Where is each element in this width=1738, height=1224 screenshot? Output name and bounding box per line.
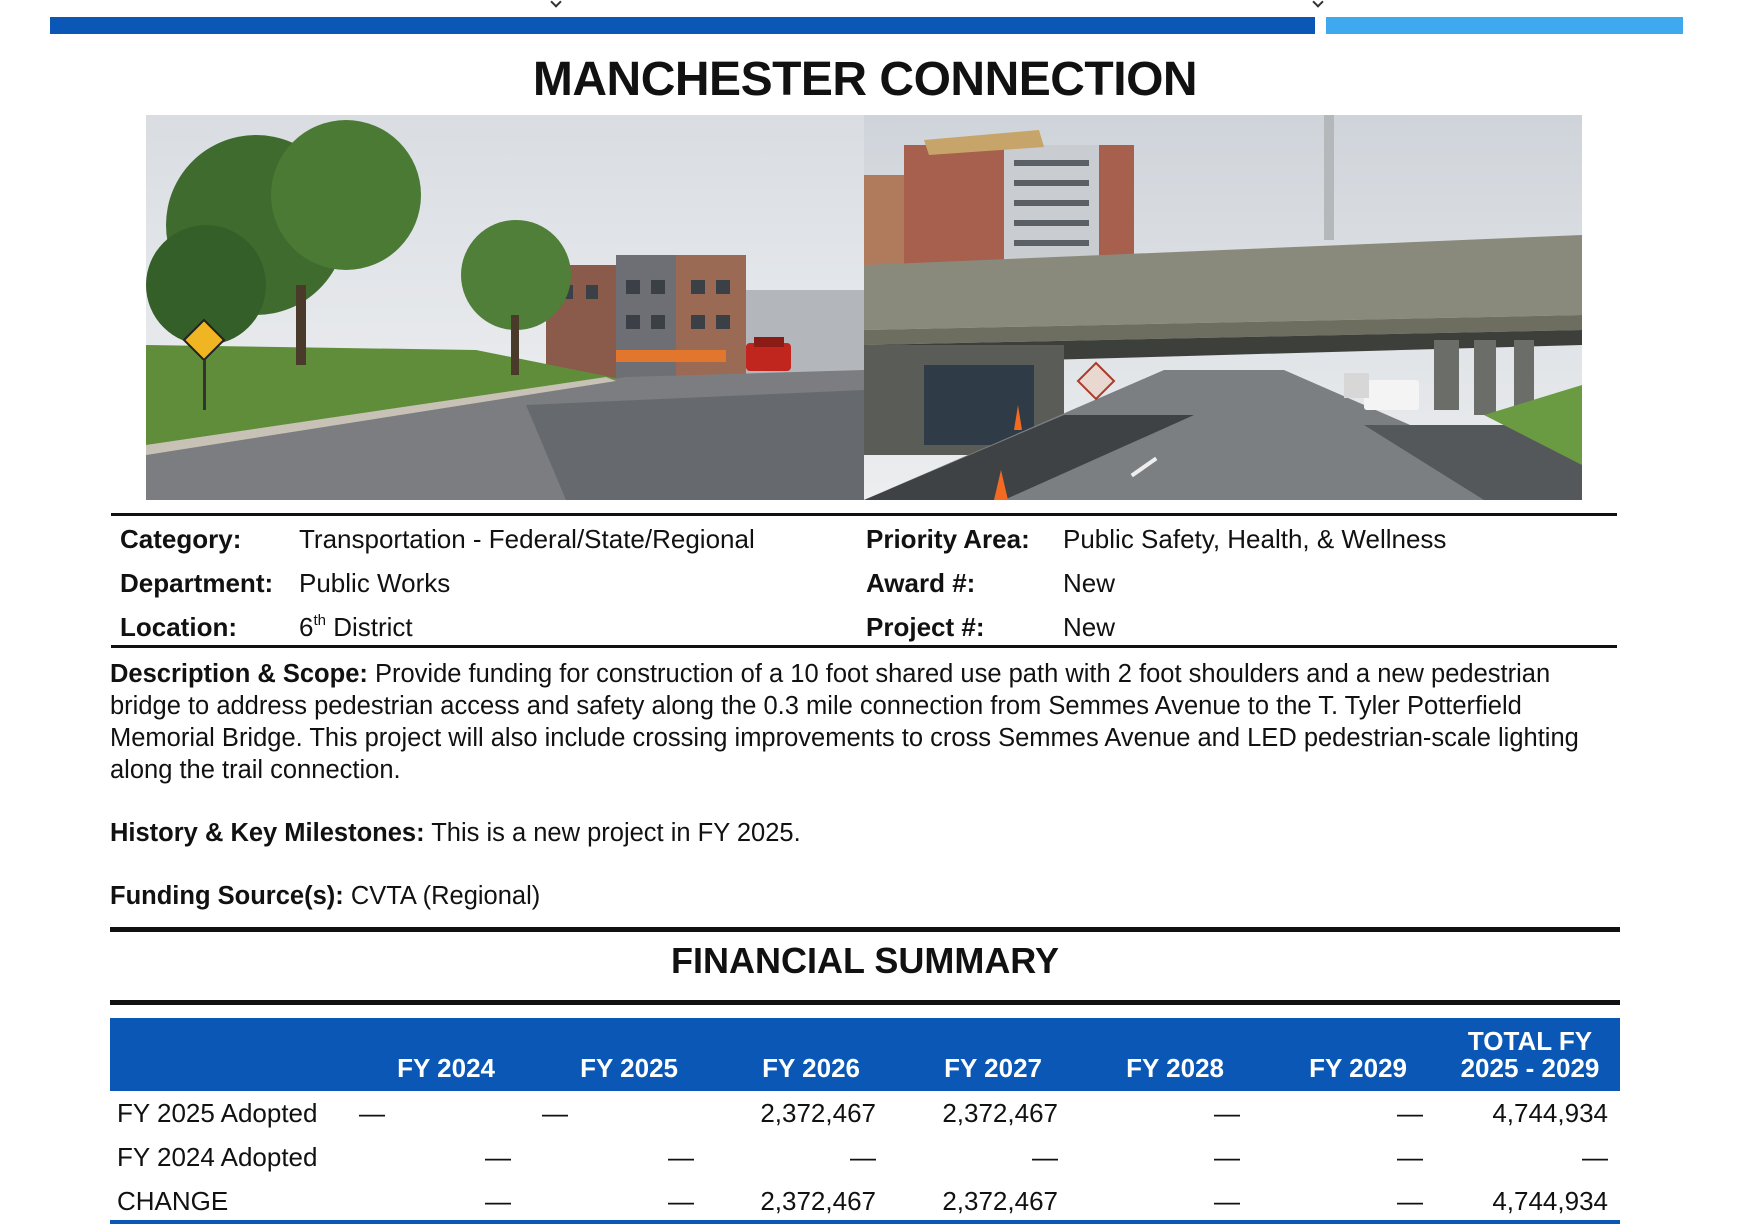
col-fy2027: FY 2027 bbox=[944, 1053, 1042, 1083]
history-label: History & Key Milestones: bbox=[110, 819, 425, 847]
header-bar-accent bbox=[1326, 17, 1683, 34]
financial-title-rule bbox=[110, 1000, 1620, 1005]
col-fy2029: FY 2029 bbox=[1309, 1053, 1407, 1083]
category-value: Transportation - Federal/State/Regional bbox=[299, 524, 755, 554]
table-cell: — bbox=[1397, 1098, 1423, 1128]
category-label: Category: bbox=[120, 524, 242, 554]
col-total-line2: 2025 - 2029 bbox=[1460, 1053, 1600, 1083]
table-cell-total: 4,744,934 bbox=[1492, 1186, 1608, 1216]
header-tick-mark bbox=[1312, 0, 1323, 8]
table-cell-total: 4,744,934 bbox=[1492, 1098, 1608, 1128]
table-cell: — bbox=[485, 1142, 511, 1172]
table-cell-total: — bbox=[1582, 1142, 1608, 1172]
table-cell: — bbox=[668, 1186, 694, 1216]
col-fy2028: FY 2028 bbox=[1126, 1053, 1224, 1083]
table-cell: — bbox=[542, 1098, 568, 1128]
location-number: 6 bbox=[299, 612, 314, 642]
col-total bbox=[1450, 1028, 1610, 1082]
project-number-value: New bbox=[1063, 612, 1116, 642]
project-photo-street bbox=[146, 115, 864, 500]
location-label: Location: bbox=[120, 612, 237, 642]
info-top-rule bbox=[111, 513, 1617, 516]
row-label-fy2024-adopted: FY 2024 Adopted bbox=[117, 1142, 318, 1172]
table-cell: — bbox=[1214, 1186, 1240, 1216]
award-number-value: New bbox=[1063, 568, 1116, 598]
header-tick-mark bbox=[550, 0, 561, 8]
financial-summary-title: FINANCIAL SUMMARY bbox=[671, 940, 1059, 981]
table-cell: — bbox=[485, 1186, 511, 1216]
row-label-fy2025-adopted: FY 2025 Adopted bbox=[117, 1098, 318, 1128]
priority-area-label: Priority Area: bbox=[866, 524, 1030, 554]
row-label-change: CHANGE bbox=[117, 1186, 229, 1216]
description-scope bbox=[110, 658, 1620, 786]
financial-top-rule bbox=[110, 927, 1620, 932]
table-bottom-rule bbox=[110, 1220, 1620, 1224]
table-cell: 2,372,467 bbox=[760, 1186, 876, 1216]
info-bottom-rule bbox=[111, 645, 1617, 648]
location-district: District bbox=[325, 612, 413, 642]
award-number-label: Award #: bbox=[866, 568, 976, 598]
history-text: This is a new project in FY 2025. bbox=[424, 819, 801, 847]
table-cell: 2,372,467 bbox=[760, 1098, 876, 1128]
table-cell: — bbox=[1214, 1098, 1240, 1128]
col-fy2025: FY 2025 bbox=[580, 1053, 678, 1083]
financial-table-header bbox=[110, 1018, 1620, 1091]
project-title: MANCHESTER CONNECTION bbox=[532, 53, 1198, 106]
location-ordinal: th bbox=[313, 612, 326, 629]
table-cell: — bbox=[668, 1142, 694, 1172]
col-fy2024: FY 2024 bbox=[397, 1053, 495, 1083]
priority-area-value: Public Safety, Health, & Wellness bbox=[1063, 524, 1447, 554]
table-cell: — bbox=[850, 1142, 876, 1172]
funding-text: CVTA (Regional) bbox=[343, 882, 541, 910]
description-label: Description & Scope: bbox=[110, 660, 368, 688]
col-fy2026: FY 2026 bbox=[762, 1053, 860, 1083]
project-number-label: Project #: bbox=[866, 612, 985, 642]
table-cell: — bbox=[1397, 1142, 1423, 1172]
funding-label: Funding Source(s): bbox=[110, 882, 344, 910]
header-bar-primary bbox=[50, 17, 1315, 34]
department-label: Department: bbox=[120, 568, 274, 598]
description-text: Provide funding for construction of a 10 foot shared use path with 2 foot shoulders and a new pedestrian bridge to address pedestrian access and safety along the 0.3 mile connection from Semmes Avenue to the T. Tyler Potterfield Memorial Bridge. This project will also include crossing improvements to cross Semmes Avenue and LED pedestrian-scale lighting along the trail connection. bbox=[110, 660, 1579, 784]
table-cell: — bbox=[1397, 1186, 1423, 1216]
history-milestones bbox=[110, 817, 1620, 849]
table-cell: — bbox=[1214, 1142, 1240, 1172]
location-value bbox=[299, 612, 413, 643]
table-cell: 2,372,467 bbox=[942, 1186, 1058, 1216]
table-cell: — bbox=[1032, 1142, 1058, 1172]
department-value: Public Works bbox=[299, 568, 451, 598]
table-cell: 2,372,467 bbox=[942, 1098, 1058, 1128]
col-total-line1: TOTAL FY bbox=[1467, 1026, 1593, 1056]
project-photo-overpass bbox=[864, 115, 1582, 500]
funding-sources bbox=[110, 880, 1620, 912]
table-cell: — bbox=[359, 1098, 385, 1128]
